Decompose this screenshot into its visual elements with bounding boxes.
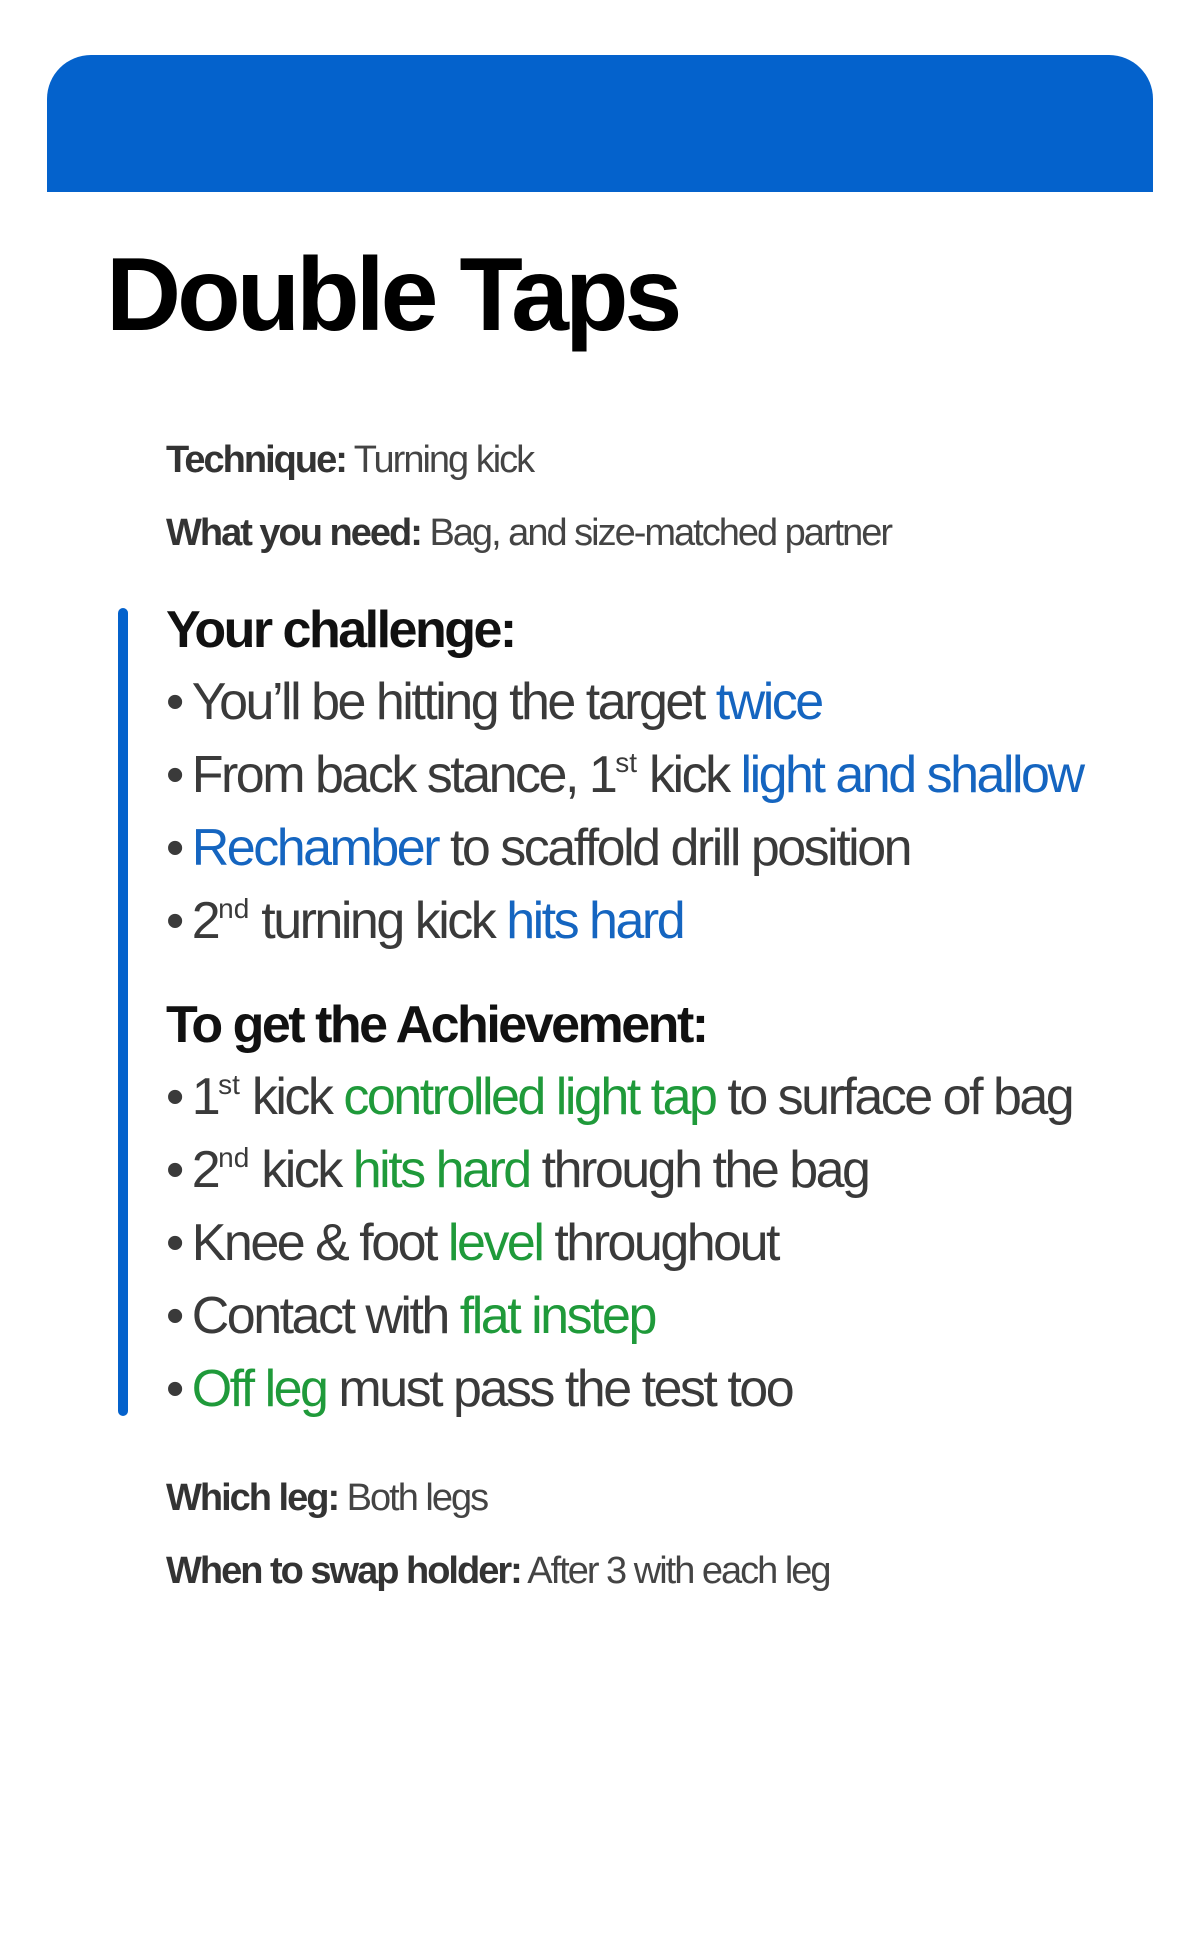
item-text: through the bag <box>529 1141 869 1199</box>
list-item <box>166 1207 1126 1280</box>
item-highlight: controlled light tap <box>343 1068 716 1126</box>
achievement-heading: To get the Achievement: <box>166 996 707 1054</box>
header-bar <box>47 55 1153 192</box>
list-item <box>166 1353 1126 1426</box>
item-highlight: level <box>447 1214 543 1272</box>
item-text: Contact with <box>191 1287 460 1345</box>
item-text: to surface of bag <box>715 1068 1073 1126</box>
swap-holder-label: When to swap holder: <box>166 1550 521 1592</box>
list-item <box>166 1134 1126 1207</box>
item-text: From back stance, 1 <box>191 746 616 804</box>
item-text: 1 <box>191 1068 219 1126</box>
bullet: • <box>166 1360 182 1418</box>
ordinal-suffix: nd <box>218 1142 250 1173</box>
need-label: What you need: <box>166 512 421 554</box>
item-text: turning kick <box>249 892 507 950</box>
item-text: kick <box>249 1141 353 1199</box>
item-text: must pass the test too <box>326 1360 793 1418</box>
list-item <box>166 812 1126 885</box>
challenge-heading: Your challenge: <box>166 601 515 659</box>
list-item <box>166 885 1126 958</box>
list-item <box>166 739 1126 812</box>
page-title: Double Taps <box>106 237 679 353</box>
need-value: Bag, and size-matched partner <box>429 512 892 554</box>
swap-holder-value: After 3 with each leg <box>527 1550 830 1592</box>
meta-technique <box>166 438 533 482</box>
meta-swap-holder <box>166 1549 830 1593</box>
bullet: • <box>166 1068 182 1126</box>
bullet: • <box>166 819 182 877</box>
ordinal-suffix: nd <box>218 893 250 924</box>
ordinal-suffix: st <box>218 1069 240 1100</box>
achievement-list <box>166 1061 1126 1426</box>
meta-what-you-need <box>166 511 891 555</box>
ordinal-suffix: st <box>615 747 638 778</box>
item-highlight: flat instep <box>459 1287 655 1345</box>
item-text: 2 <box>191 892 219 950</box>
which-leg-label: Which leg: <box>166 1477 339 1519</box>
item-text: You’ll be hitting the target <box>191 673 716 731</box>
achievement-section <box>166 993 1126 1426</box>
bullet: • <box>166 1214 182 1272</box>
item-text: 2 <box>191 1141 219 1199</box>
meta-which-leg <box>166 1476 487 1520</box>
bullet: • <box>166 892 182 950</box>
item-text: to scaffold drill position <box>438 819 911 877</box>
bullet: • <box>166 673 182 731</box>
item-highlight: hits hard <box>352 1141 530 1199</box>
technique-label: Technique: <box>166 439 346 481</box>
challenge-section <box>166 598 1126 958</box>
technique-value: Turning kick <box>353 439 534 481</box>
bullet: • <box>166 746 182 804</box>
list-item <box>166 1280 1126 1353</box>
list-item <box>166 666 1126 739</box>
item-text: kick <box>637 746 741 804</box>
challenge-list <box>166 666 1126 958</box>
accent-line <box>118 608 128 1416</box>
item-text: Knee & foot <box>191 1214 448 1272</box>
which-leg-value: Both legs <box>346 1477 488 1519</box>
item-highlight: light and shallow <box>740 746 1083 804</box>
item-highlight: hits hard <box>506 892 684 950</box>
item-text: kick <box>239 1068 344 1126</box>
item-highlight: Off leg <box>191 1360 327 1418</box>
list-item <box>166 1061 1126 1134</box>
item-text: throughout <box>542 1214 778 1272</box>
item-highlight: twice <box>715 673 822 731</box>
bullet: • <box>166 1141 182 1199</box>
bullet: • <box>166 1287 182 1345</box>
item-highlight: Rechamber <box>191 819 439 877</box>
